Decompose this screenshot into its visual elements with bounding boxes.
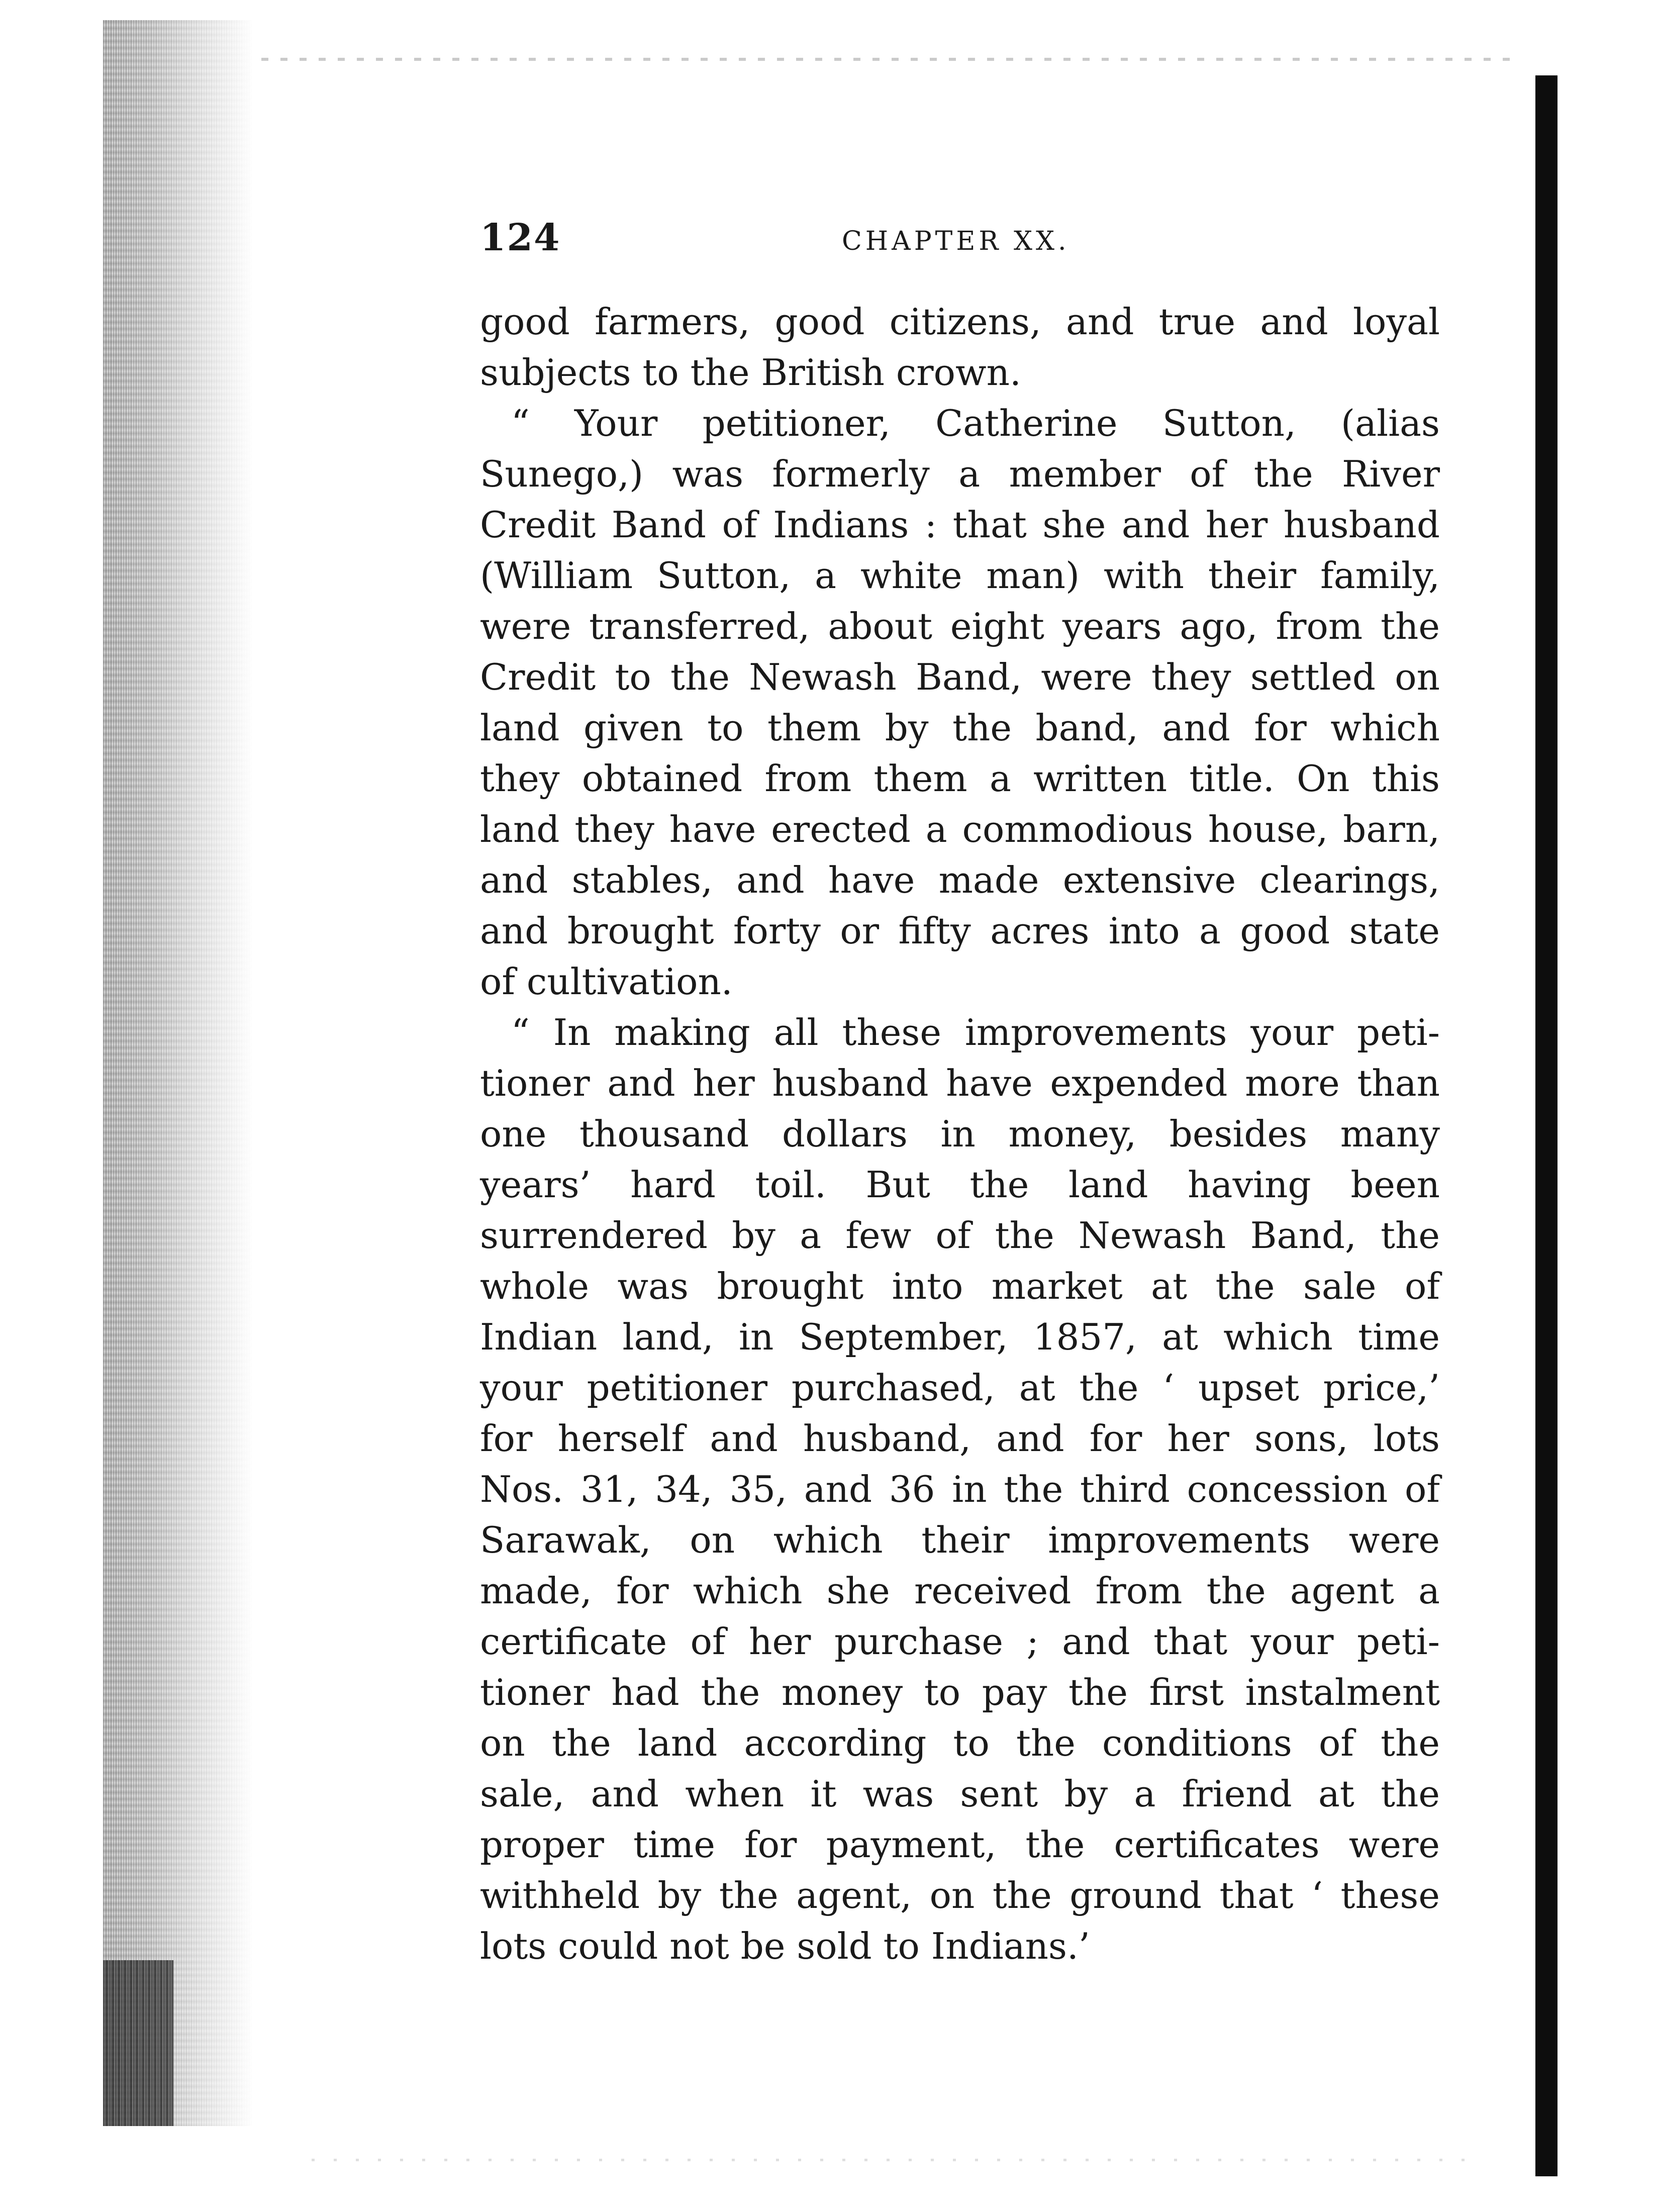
text-line: tioner had the money to pay the first instalment	[480, 1671, 1440, 1713]
text-line: proper time for payment, the certificates were	[480, 1823, 1440, 1866]
text-line: sale, and when it was sent by a friend at the	[480, 1773, 1440, 1815]
scan-edge-noise	[103, 20, 254, 2126]
text-line: lots could not be sold to Indians.’	[480, 1925, 1090, 1967]
text-line: one thousand dollars in money, besides many	[480, 1113, 1440, 1155]
text-line: for herself and husband, and for her sons, lots	[480, 1417, 1440, 1460]
text-line: were transferred, about eight years ago, from the	[480, 605, 1440, 647]
text-line: good farmers, good citizens, and true and loyal	[480, 301, 1440, 343]
page-edge-bar	[1535, 75, 1557, 2176]
text-line: years’ hard toil. But the land having been	[480, 1164, 1440, 1206]
text-line: Indian land, in September, 1857, at which time	[480, 1316, 1440, 1358]
scan-edge-dark-patch	[103, 1960, 173, 2126]
text-line: they obtained from them a written title. On this	[480, 757, 1440, 800]
text-line: Sunego,) was formerly a member of the River	[480, 453, 1440, 495]
text-line: and brought forty or fifty acres into a good state	[480, 910, 1440, 952]
top-speckle	[261, 58, 1518, 61]
text-line: land they have erected a commodious house, barn,	[480, 808, 1440, 850]
text-line: Credit to the Newash Band, were they settled on	[480, 656, 1440, 698]
text-line: on the land according to the conditions of the	[480, 1722, 1440, 1764]
text-line: made, for which she received from the agent a	[480, 1570, 1440, 1612]
text-line: Credit Band of Indians : that she and her husband	[480, 504, 1440, 546]
page-number: 124	[480, 216, 561, 259]
text-line: Nos. 31, 34, 35, and 36 in the third concession of	[480, 1468, 1440, 1510]
text-line: of cultivation.	[480, 960, 733, 1003]
text-line: certificate of her purchase ; and that your peti-	[480, 1620, 1440, 1663]
text-line: (William Sutton, a white man) with their family,	[480, 554, 1440, 597]
text-line: Sarawak, on which their improvements were	[480, 1519, 1440, 1561]
text-line: and stables, and have made extensive clearings,	[480, 859, 1440, 901]
text-line: whole was brought into market at the sale of	[480, 1265, 1440, 1307]
page-header	[480, 216, 1450, 271]
text-line: your petitioner purchased, at the ‘ upset price,’	[480, 1367, 1440, 1409]
text-line: withheld by the agent, on the ground that ‘ these	[480, 1874, 1440, 1916]
running-head: CHAPTER XX.	[842, 226, 1070, 256]
text-line: “ In making all these improvements your peti-	[511, 1011, 1440, 1053]
bottom-speckle	[312, 2159, 1468, 2161]
text-line: subjects to the British crown.	[480, 351, 1021, 394]
text-line: land given to them by the band, and for which	[480, 707, 1440, 749]
text-line: tioner and her husband have expended more than	[480, 1062, 1440, 1104]
text-line: surrendered by a few of the Newash Band, the	[480, 1214, 1440, 1257]
text-body	[480, 297, 1440, 1972]
text-line: “ Your petitioner, Catherine Sutton, (alias	[511, 402, 1440, 444]
